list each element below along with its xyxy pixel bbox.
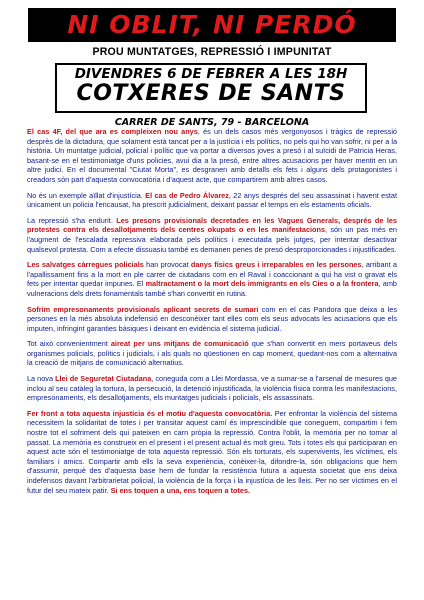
body-text: La repressió s'ha endurit. [27,215,117,225]
event-address: CARRER DE SANTS, 79 - BARCELONA [114,117,310,128]
body-text: com en el cas Pandora que deixa a les persones en la més absoluta indefensió en desconèixer tant elles com els seus advocats les acusacions que els imputen, infringint garanties bàsiques i deixant en evidència el sistema judicial. [27,304,397,333]
paragraph [27,191,397,210]
body-text: , és un dels casos més vergonyosos i tràgics de repressió desprès de la dictadura, que solament està tancat per a la justícia i els polítics, no pels qui ho van sofrir, ni per a la història. Un muntatge judicial, policial i polític que va portar a diversos joves a presó i al suïcidi de Patricia Heras, basant-se en el testimoniatge d'uns policies, avui dia a la presó, entre altres acusacions per haver mentit en un altre judici. En el documental "Ciutat Morta", es desgranen amb detalls els fets i alguns dels protagonistes i creadors són part d'aquesta convocatòria i d'aquest acte, que compartirem amb altres casos. [27,127,397,184]
body-text: han provocat [143,260,191,270]
paragraph [27,260,397,298]
paragraph [27,409,397,495]
event-date: DIVENDRES 6 DE FEBRER A LES 18H [74,66,348,82]
highlight-text: Les presons provisionals decretades en les Vagues Generals, després de les protestes contra els desallotjaments dels centres okupats o en les manifestacions [27,215,397,235]
body-text: , coneguda com a Llei Mordassa, ve a sumar-se a l'arsenal de mesures que inclou al seu catàleg la tortura, la persecució, la detenció injustificada, la violència física contra les manifestacions, empresonaments, els desallotjaments, els muntatges judicials i policials, els assassinats. [27,374,397,403]
highlight-text: El cas 4F, del que ara es compleixen nou anys [27,127,198,136]
paragraph [27,127,397,185]
paragraph [27,374,397,403]
highlight-text: Fer front a tota aquesta injustícia és el motiu d'aquesta convocatòria. [27,408,273,418]
body-text: Per enfrontar la violència del sistema necessitem la solidaritat de totes i per transitar aquest camí és imprescindible que coneguem, compartim i fem nostre tot el sofriment dels qui pateixen en carn pròpia la repressió. Contra l'oblit, la memòria per no tornar al passat. La memòria es construeix en el present i el present actual és molt greu. Tots i totes els qui participaran en aquest acte són el testimoniatge de tota aquesta repressió. Són els torturats, els supervivents, les víctimes, els familiars i amics. Compartir amb ells la seva experiència, conèixer-la, difondre-la, són obligacions que hem d'assumir, perquè des d'aquesta base hem de fundar la resistència futura a aquesta societat que ens deixa indefensos davant l'arbitrarietat policial, la violència de la força i la injustícia de les lleis. Per no ser víctimes en el futur del seu mateix patir. [27,408,397,495]
body-text: La nova [27,374,56,384]
body-text: , 22 anys després del seu assassinat i havent estat únicament un policia l'encausat, ha prescrit judicialment, deixant passar el temps en els estaments oficials. [27,190,397,210]
body-text: , amb vulneracions dels drets fonamentals també s'han convertit en rutina. [27,279,397,298]
event-box [55,63,367,113]
highlight-text: El cas de Pedro Álvarez [145,190,229,200]
highlight-text: Sofrim empresonaments provisionals aplicant secrets de sumari [27,304,259,314]
paragraph [27,339,397,368]
event-venue: COTXERES DE SANTS [76,81,346,106]
highlight-text: Llei de Seguretat Ciutadana [55,374,152,384]
body-text: que s'han convertit en mers portaveus dels organismes policials, polítics i judicials, i als quals no qüestionen en cap moment, quedant-nos com a alternativa la creació de mitjans de comunicació alternatius. [27,339,398,368]
highlight-text: aireat per uns mitjans de comunicació [110,339,249,349]
paragraph [27,305,397,334]
highlight-text: Si ens toquen a una, ens toquen a totes. [110,485,251,495]
body-text: No és un exemple aïllat d'injustícia. [27,190,146,200]
highlight-text: Les salvatges càrregues policials [27,260,144,270]
body-text: , són un pas més en l'augment de l'escalada repressiva elaborada pels polítics i executada pels jutges, per intentar desactivar qualsevol protesta. Com a efecte dissuasiu també es demanen penes de presó desproporcionades i injustificades. [27,225,397,254]
body-text: Tot això convenientment [27,339,111,349]
highlight-text: maltractament o la mort dels immigrants en els Cies o a la frontera [145,279,379,289]
subtitle: PROU MUNTATGES, REPRESSIÓ I IMPUNITAT [92,46,332,58]
body-text: , arribant a l'apallissament fins a la mort en ple carrer de ciutadans com en el Raval i coaccionant a qui ha vist o gravat els fets per intentar quedar impunes. El [27,260,397,289]
paragraph [27,216,397,254]
manifesto-body [27,127,397,501]
banner-title: NI OBLIT, NI PERDÓ [28,8,396,42]
highlight-text: danys físics greus i irreparables en les persones [190,260,362,270]
